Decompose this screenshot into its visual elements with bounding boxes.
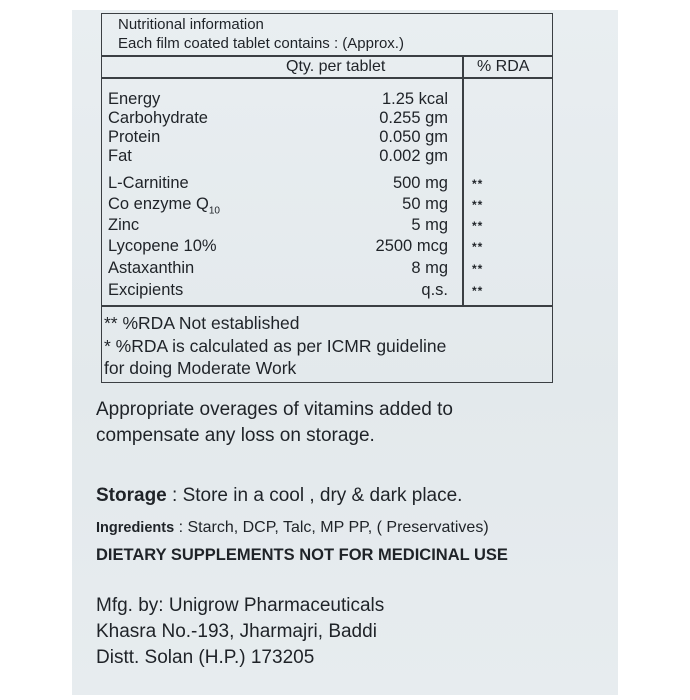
nutrient-name: Co enzyme $Q_{10}$	[108, 195, 220, 217]
nutrient-qty: 500 mg	[392, 174, 448, 192]
nutrient-name: Fat	[108, 147, 132, 165]
nutrient-qty: 0.002 gm	[379, 147, 448, 165]
ingredients-text: : Starch, DCP, Talc, MP PP, ( Preservatives)	[174, 519, 489, 536]
dietary-notice: DIETARY SUPPLEMENTS NOT FOR MEDICINAL USE	[96, 546, 508, 564]
storage-text: : Store in a cool , dry & dark place.	[166, 485, 463, 506]
nutrient-qty: 8 mg	[411, 259, 448, 277]
nutrient-name: Zinc	[108, 216, 140, 234]
nutrient-name: L-Carnitine	[108, 174, 189, 192]
nutrient-qty: 0.255 gm	[379, 109, 448, 127]
nutrient-name: Astaxanthin	[108, 259, 195, 277]
nutrient-qty: 0.050 gm	[379, 128, 448, 146]
nutrient-name: Excipients	[108, 281, 184, 299]
rda-column-divider	[462, 55, 464, 306]
footnote-icmr: * %RDA is calculated as per ICMR guideline	[104, 336, 447, 356]
storage-line	[96, 485, 462, 507]
column-header-divider	[101, 77, 553, 79]
header-divider	[101, 55, 553, 57]
mfg-line-3: Distt. Solan (H.P.) 173205	[96, 647, 315, 668]
nutrient-name: Carbohydrate	[108, 109, 208, 127]
rda-value: **	[472, 262, 484, 276]
rda-value: **	[472, 284, 484, 298]
rda-value: **	[472, 198, 484, 212]
storage-label: Storage	[96, 485, 167, 506]
nutrient-qty: 50 mg	[402, 195, 448, 213]
ingredients-label: Ingredients	[96, 520, 175, 536]
table-subheading: Each film coated tablet contains : (Approx.)	[118, 35, 404, 52]
footnote-moderate-work: for doing Moderate Work	[104, 358, 297, 378]
footnote-rda-not-established: ** %RDA Not established	[104, 313, 300, 333]
nutrient-name: Lycopene 10%	[108, 237, 217, 255]
nutrient-qty: 2500 mcg	[375, 237, 448, 255]
rda-value: **	[472, 240, 484, 254]
table-heading: Nutritional information	[118, 16, 264, 33]
rda-column-header: % RDA	[477, 58, 530, 75]
mfg-line-2: Khasra No.-193, Jharmajri, Baddi	[96, 621, 377, 642]
mfg-line-1: Mfg. by: Unigrow Pharmaceuticals	[96, 595, 385, 616]
nutrient-name: Energy	[108, 90, 161, 108]
nutrient-qty: 1.25 kcal	[381, 90, 448, 108]
qty-column-header: Qty. per tablet	[286, 58, 386, 75]
ingredients-line	[96, 518, 489, 538]
nutrient-name: Protein	[108, 128, 161, 146]
nutrient-qty: 5 mg	[411, 216, 448, 234]
nutrient-qty: q.s.	[421, 281, 448, 299]
table-body-bottom-divider	[101, 305, 553, 307]
overages-line-2: compensate any loss on storage.	[96, 425, 375, 446]
rda-value: **	[472, 219, 484, 233]
overages-line-1: Appropriate overages of vitamins added to	[96, 399, 453, 420]
rda-value: **	[472, 177, 484, 191]
